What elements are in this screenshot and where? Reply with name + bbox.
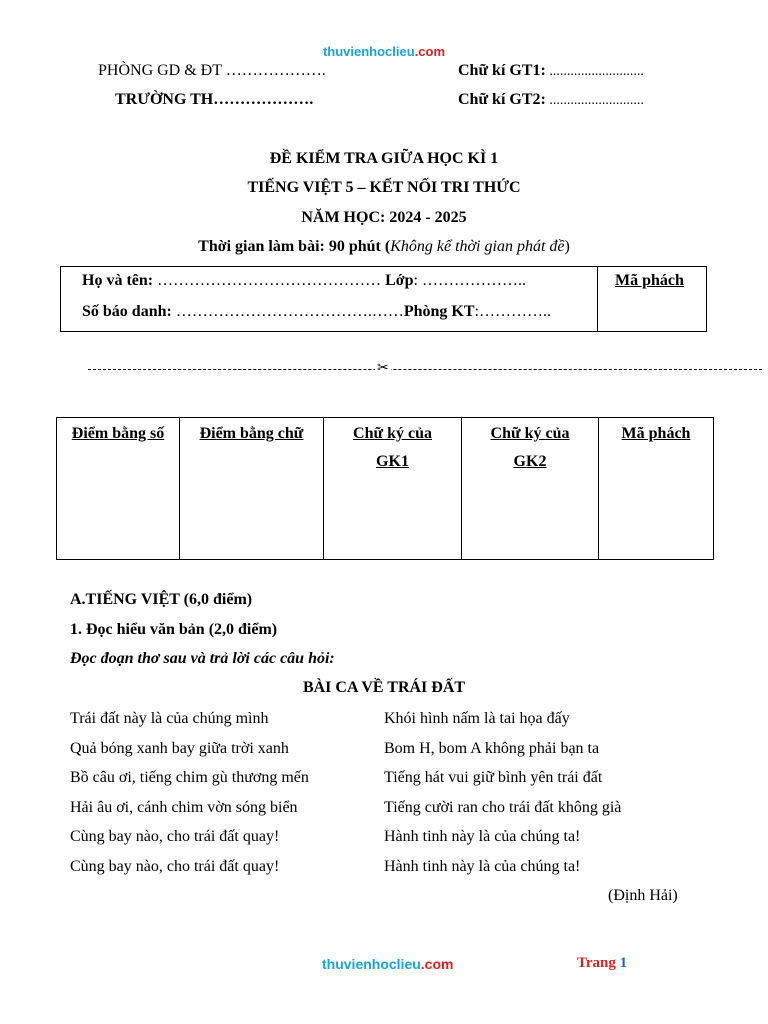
footer-site [322,956,453,974]
room-field[interactable]: :………….. [474,303,551,320]
class-label: Lớp [385,272,414,289]
name-label: Họ và tên: [82,272,154,289]
gk1-header-b: GK1 [376,453,409,470]
poem-author: (Định Hải) [608,887,678,904]
gk1-sign-cell[interactable] [324,418,462,560]
sig2-label: Chữ kí GT2: [458,91,546,108]
section-a-heading: A.TIẾNG VIỆT (6,0 điểm) [70,591,253,608]
poem-line: Trái đất này là của chúng mình [70,710,269,727]
room-label: Phòng KT [403,303,475,320]
gk2-header-a: Chữ ký của [490,425,570,442]
poem-line: Tiếng cười ran cho trái đất không già [384,799,622,816]
site-watermark [0,44,768,60]
grade-number-cell[interactable] [57,418,180,560]
ma-phach-header: Mã phách [621,425,691,442]
footer-site-name: thuvienhoclieu [322,956,421,972]
gk2-header-b: GK2 [513,453,547,470]
grade-table [56,417,714,560]
poem-line: Tiếng hát vui giữ bình yên trái đất [384,769,603,786]
sig2-dots: ........................... [545,93,644,108]
exam-title: ĐỀ KIỂM TRA GIỮA HỌC KÌ 1 [269,150,499,167]
sig2-line [458,91,644,109]
sbd-row [82,303,551,321]
exam-year: NĂM HỌC: 2024 - 2025 [301,209,467,226]
section-1-heading: 1. Đọc hiểu văn bản (2,0 điểm) [70,621,278,638]
page-num: 1 [619,955,628,971]
exam-time-note: Không kể thời gian phát đề [390,238,565,255]
cut-line [88,369,762,370]
exam-time-label: Thời gian làm bài: 90 phút ( [198,238,391,255]
grade-words-cell[interactable] [180,418,324,560]
grade-number-header: Điểm bằng số [71,425,165,442]
poem-line: Bom H, bom A không phải bạn ta [384,740,600,757]
poem-line: Khói hình nấm là tai họa đấy [384,710,570,727]
box-divider [597,267,598,331]
poem-line: Cùng bay nào, cho trái đất quay! [70,828,280,845]
gk1-header-a: Chữ ký của [353,425,432,442]
ma-phach-cell[interactable] [599,418,714,560]
scissors-icon: ✂ [377,361,389,376]
sig1-dots: ........................... [545,64,644,79]
exam-subject: TIẾNG VIỆT 5 – KẾT NỐI TRI THỨC [247,179,521,196]
sig1-line [458,62,644,80]
name-field[interactable]: …………………………………… [153,272,386,289]
poem-line: Bồ câu ơi, tiếng chim gù thương mến [70,769,309,786]
grade-words-header: Điểm bằng chữ [199,425,304,442]
poem-line: Hải âu ơi, cánh chim vờn sóng biển [70,799,298,816]
dept-line: PHÒNG GD & ĐT ………………. [98,62,326,79]
page-label: Trang [577,955,620,971]
exam-time [0,238,768,256]
sig1-label: Chữ kí GT1: [458,62,546,79]
name-row [82,272,526,290]
poem-line: Cùng bay nào, cho trái đất quay! [70,858,280,875]
sbd-field[interactable]: ……………………………….…… [171,303,404,320]
sbd-label: Số báo danh: [82,303,172,320]
poem-title: BÀI CA VỀ TRÁI ĐẤT [302,679,466,696]
poem-line: Hành tinh này là của chúng ta! [384,828,581,845]
gk2-sign-cell[interactable] [462,418,599,560]
ma-phach-label: Mã phách [615,272,684,289]
footer-site-tld: .com [420,956,454,972]
site-tld: .com [414,44,446,59]
instruction: Đọc đoạn thơ sau và trả lời các câu hỏi: [70,650,335,667]
poem-line: Hành tinh này là của chúng ta! [384,858,581,875]
exam-time-close: ) [564,238,570,255]
class-field[interactable]: : ……………….. [413,272,526,289]
student-info-box [60,266,707,332]
site-name: thuvienhoclieu [322,44,415,59]
poem-line: Quả bóng xanh bay giữa trời xanh [70,740,289,757]
page-number [577,955,627,972]
school-line: TRƯỜNG TH………………. [115,91,314,108]
